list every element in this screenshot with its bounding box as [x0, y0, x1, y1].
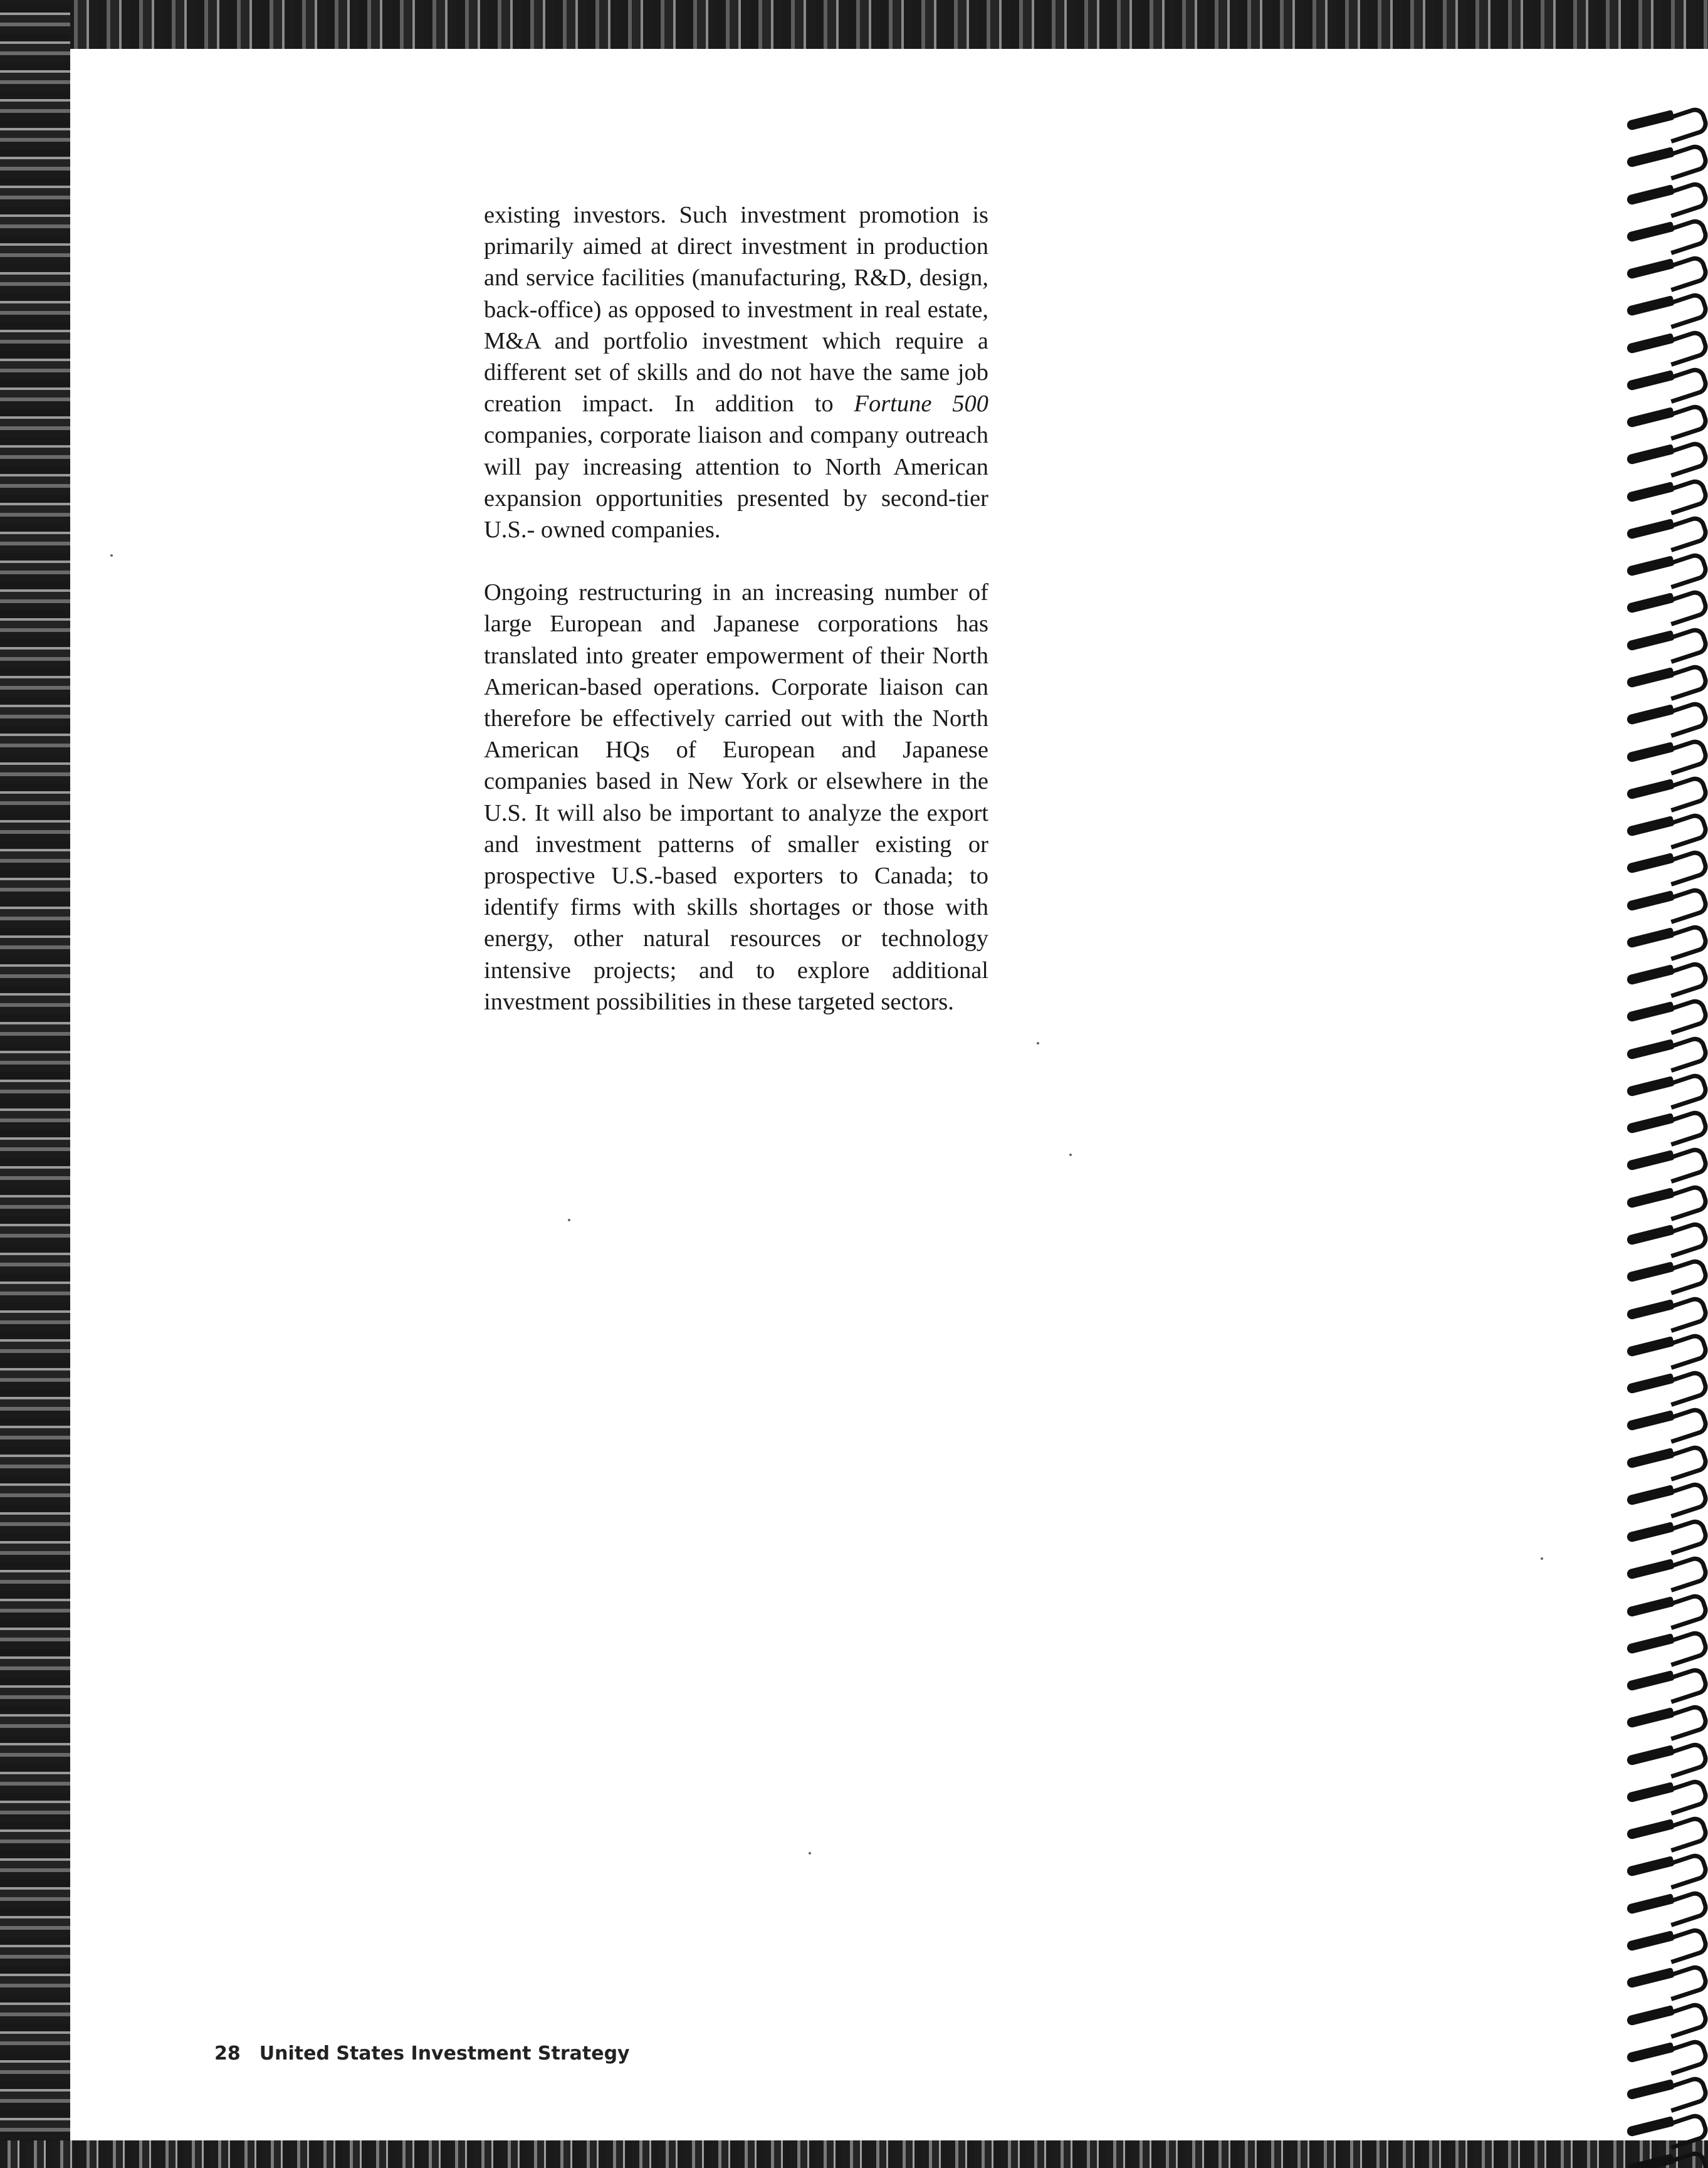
binding-coil	[1627, 1335, 1704, 1360]
scan-speck	[568, 1219, 570, 1221]
binding-coil	[1627, 518, 1704, 543]
spiral-binding	[1614, 109, 1708, 2168]
binding-coil	[1627, 2004, 1704, 2029]
binding-coil	[1627, 369, 1704, 394]
binding-coil	[1627, 2153, 1704, 2168]
binding-coil	[1627, 890, 1704, 915]
scan-speck	[809, 1852, 811, 1855]
running-title: United States Investment Strategy	[259, 2043, 630, 2065]
binding-coil	[1627, 592, 1704, 617]
binding-coil	[1627, 1633, 1704, 1658]
binding-coil	[1627, 406, 1704, 431]
binding-coil	[1627, 2115, 1704, 2140]
binding-coil	[1627, 1298, 1704, 1323]
binding-coil	[1627, 852, 1704, 877]
binding-coil	[1627, 964, 1704, 989]
body-text-column	[484, 199, 988, 1018]
binding-coil	[1627, 703, 1704, 729]
scan-speck	[1541, 1557, 1543, 1560]
binding-coil	[1627, 221, 1704, 246]
publication-title: Fortune 500	[854, 391, 988, 418]
binding-coil	[1627, 332, 1704, 357]
binding-coil	[1627, 927, 1704, 952]
binding-coil	[1627, 1447, 1704, 1472]
scan-speck	[110, 554, 113, 557]
binding-coil	[1627, 1149, 1704, 1174]
binding-coil	[1627, 1112, 1704, 1137]
binding-coil	[1627, 778, 1704, 803]
binding-coil	[1627, 1744, 1704, 1769]
binding-coil	[1627, 555, 1704, 580]
binding-coil	[1627, 666, 1704, 692]
binding-coil	[1627, 1855, 1704, 1880]
binding-coil	[1627, 1893, 1704, 1918]
binding-coil	[1627, 1967, 1704, 1992]
binding-coil	[1627, 258, 1704, 283]
binding-coil	[1627, 184, 1704, 209]
binding-coil	[1627, 109, 1704, 134]
body-paragraph	[484, 199, 988, 545]
binding-coil	[1627, 1707, 1704, 1732]
binding-coil	[1627, 1261, 1704, 1286]
binding-coil	[1627, 2078, 1704, 2103]
paragraph-text: existing investors. Such investment promotion is primarily aimed at direct investment in production and service facilities (manufacturing, R&D, design, back-office) as opposed to investment in real estate, M&A and portfolio investment which require a different set of skills and do not have the same job creation impact. In addition to	[484, 202, 988, 418]
binding-coil	[1627, 1038, 1704, 1063]
binding-coil	[1627, 815, 1704, 840]
binding-coil	[1627, 1001, 1704, 1026]
binding-coil	[1627, 481, 1704, 506]
binding-coil	[1627, 1930, 1704, 1955]
binding-coil	[1627, 1409, 1704, 1434]
binding-coil	[1627, 1781, 1704, 1806]
binding-coil	[1627, 1818, 1704, 1843]
binding-coil	[1627, 443, 1704, 468]
binding-coil	[1627, 741, 1704, 766]
scan-edge-bottom	[0, 2140, 1708, 2168]
scan-edge-left	[0, 0, 70, 2168]
binding-coil	[1627, 2041, 1704, 2066]
binding-coil	[1627, 1521, 1704, 1546]
binding-coil	[1627, 1075, 1704, 1100]
binding-coil	[1627, 1187, 1704, 1212]
paragraph-text: companies, corporate liaison and company outreach will pay increasing attention to North American expansion opportunities presented by second-tier U.S.- owned companies.	[484, 422, 988, 544]
body-paragraph: Ongoing restructuring in an increasing number of large European and Japanese corporations has translated into greater empowerment of their North American-based operations. Corporate liaison can therefore be effectively carried out with the North American HQs of European and Japanese companies based in New York or elsewhere in the U.S. It will also be important to analyze the export and investment patterns of smaller existing or prospective U.S.-based exporters to Canada; to identify firms with skills shortages or those with energy, other natural resources or technology intensive projects; and to explore additional investment possibilities in these targeted sectors.	[484, 579, 988, 1015]
scan-speck	[1037, 1042, 1039, 1045]
binding-coil	[1627, 1484, 1704, 1509]
page-footer	[214, 2043, 630, 2065]
page-number: 28	[214, 2043, 241, 2065]
scan-speck	[1069, 1154, 1072, 1156]
binding-coil	[1627, 1372, 1704, 1397]
binding-coil	[1627, 629, 1704, 655]
binding-coil	[1627, 1670, 1704, 1695]
binding-coil	[1627, 1558, 1704, 1583]
binding-coil	[1627, 295, 1704, 320]
binding-coil	[1627, 1596, 1704, 1621]
binding-coil	[1627, 146, 1704, 171]
binding-coil	[1627, 1224, 1704, 1249]
scan-edge-top	[0, 0, 1708, 49]
